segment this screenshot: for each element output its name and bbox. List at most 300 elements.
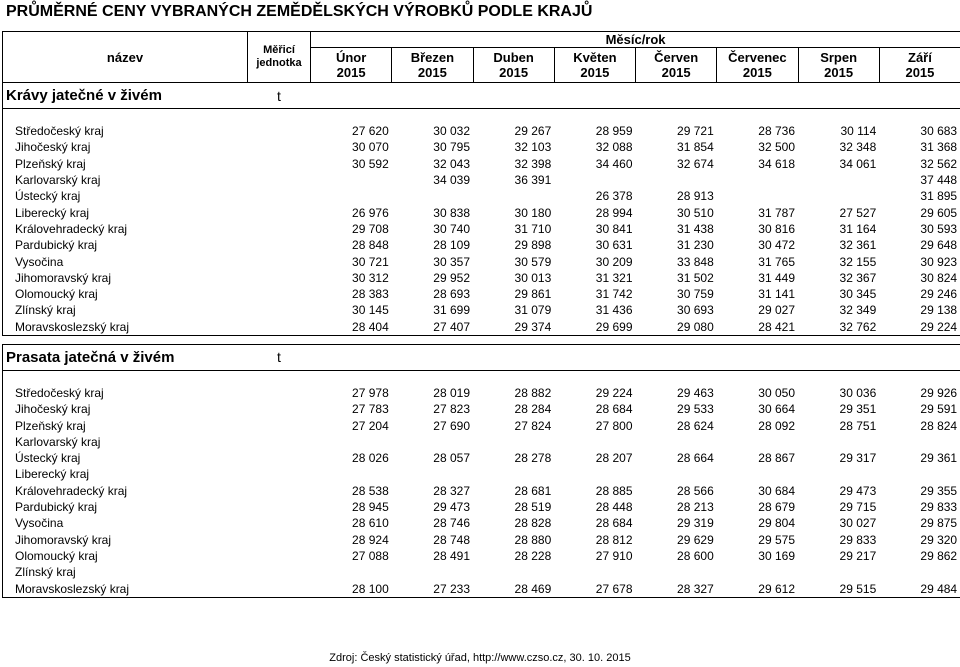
price-cell: 28 684 (595, 402, 633, 417)
column-header-month: Červenec (717, 48, 798, 66)
price-cell (879, 564, 960, 580)
price-cell: 32 155 (839, 254, 877, 269)
price-cell: 28 448 (595, 500, 633, 515)
price-cell: 32 562 (879, 156, 960, 172)
price-cell (636, 466, 717, 482)
table-row (3, 450, 960, 466)
price-cell: 31 079 (514, 303, 552, 318)
price-cell: 29 804 (758, 516, 795, 531)
price-cell: 28 624 (677, 418, 714, 433)
section-header-row (3, 83, 960, 109)
price-cell: 28 213 (677, 500, 714, 515)
unit-cell (248, 483, 311, 499)
price-cell: 28 664 (677, 451, 714, 466)
price-cell (392, 564, 473, 580)
price-cell: 29 217 (839, 548, 877, 563)
price-cell: 28 994 (595, 205, 633, 220)
price-cell: 29 138 (879, 302, 960, 318)
price-cell: 28 284 (514, 402, 552, 417)
unit-cell (248, 123, 311, 139)
price-cell: 28 748 (433, 532, 470, 547)
price-cell: 29 374 (473, 319, 554, 336)
price-cell (392, 188, 473, 204)
price-cell: 30 312 (352, 270, 389, 285)
unit-cell (248, 204, 311, 220)
price-cell: 28 228 (514, 548, 552, 563)
table-row (3, 172, 960, 188)
price-cell: 30 013 (514, 270, 552, 285)
price-cell: 28 610 (352, 516, 389, 531)
price-cell (717, 172, 798, 188)
column-header-year: 2015 (798, 65, 879, 83)
price-cell (717, 188, 798, 204)
price-cell: 29 320 (879, 532, 960, 548)
price-table (2, 31, 960, 598)
price-cell (311, 564, 392, 580)
price-cell: 28 684 (595, 516, 633, 531)
price-cell: 28 880 (514, 532, 552, 547)
region-name: Pardubický kraj (3, 237, 248, 253)
price-cell: 29 080 (636, 319, 717, 336)
unit-cell (248, 253, 311, 269)
price-cell: 29 473 (839, 483, 877, 498)
unit-cell (248, 580, 311, 597)
price-cell: 31 141 (758, 287, 795, 302)
price-cell: 31 742 (595, 287, 633, 302)
section-header-row (3, 344, 960, 370)
price-cell: 30 759 (677, 287, 714, 302)
price-cell: 32 500 (758, 140, 795, 155)
price-cell (798, 564, 879, 580)
price-cell: 28 327 (636, 580, 717, 597)
price-cell (473, 466, 554, 482)
table-row (3, 499, 960, 515)
section-gap (3, 109, 960, 124)
price-cell: 27 978 (352, 386, 389, 400)
price-cell: 34 618 (758, 156, 795, 171)
price-cell: 30 740 (433, 221, 470, 236)
price-cell: 27 204 (352, 418, 389, 433)
column-header-year: 2015 (392, 65, 473, 83)
column-header-year: 2015 (554, 65, 635, 83)
table-row (3, 319, 960, 336)
price-cell: 30 070 (352, 140, 389, 155)
price-cell: 34 061 (839, 156, 877, 171)
price-cell: 31 765 (758, 254, 795, 269)
table-row (3, 532, 960, 548)
region-name: Zlínský kraj (3, 564, 248, 580)
price-cell: 30 795 (433, 140, 470, 155)
table-row (3, 385, 960, 401)
price-cell: 29 926 (879, 385, 960, 401)
price-cell: 30 114 (840, 124, 877, 139)
table-row (3, 401, 960, 417)
price-cell: 29 463 (677, 386, 714, 400)
column-header-month: Duben (473, 48, 554, 66)
price-cell: 29 715 (839, 500, 877, 515)
price-cell: 28 519 (514, 500, 552, 515)
price-cell: 29 952 (433, 270, 470, 285)
price-cell: 30 592 (352, 156, 389, 171)
section-gap (3, 370, 960, 385)
price-cell (798, 188, 879, 204)
price-cell: 28 421 (717, 319, 798, 336)
price-cell: 31 436 (595, 303, 633, 318)
price-cell: 29 833 (879, 499, 960, 515)
region-name: Pardubický kraj (3, 499, 248, 515)
price-cell (554, 466, 635, 482)
table-row (3, 204, 960, 220)
price-cell: 26 378 (595, 189, 633, 204)
price-cell: 28 026 (352, 451, 389, 466)
table-row (3, 188, 960, 204)
price-cell: 28 019 (433, 386, 470, 400)
price-cell: 31 230 (677, 238, 714, 253)
price-cell (636, 564, 717, 580)
price-cell: 32 103 (514, 140, 552, 155)
region-name: Vysočina (3, 253, 248, 269)
price-cell (879, 434, 960, 450)
section-title: Prasata jatečná v živém (3, 344, 248, 370)
table-row (3, 123, 960, 139)
unit-cell (248, 532, 311, 548)
table-row (3, 515, 960, 531)
column-header-month: Březen (392, 48, 473, 66)
table-row (3, 580, 960, 597)
unit-cell (248, 401, 311, 417)
price-cell: 27 678 (554, 580, 635, 597)
price-cell: 31 787 (758, 205, 795, 220)
price-cell: 28 600 (677, 548, 714, 563)
price-cell: 32 674 (677, 156, 714, 171)
price-cell: 28 109 (433, 238, 470, 253)
price-cell: 28 848 (352, 238, 389, 253)
price-cell: 29 473 (433, 500, 470, 515)
price-cell: 30 169 (758, 548, 795, 563)
price-cell: 29 591 (879, 401, 960, 417)
price-cell: 28 491 (433, 548, 470, 563)
region-name: Jihočeský kraj (3, 139, 248, 155)
region-name: Moravskoslezský kraj (3, 319, 248, 336)
price-cell: 30 357 (433, 254, 470, 269)
price-cell: 31 164 (839, 221, 877, 236)
price-cell: 27 407 (392, 319, 473, 336)
price-cell: 28 383 (352, 287, 389, 302)
table-row (3, 221, 960, 237)
column-header-year: 2015 (473, 65, 554, 83)
price-cell (717, 466, 798, 482)
price-cell: 30 684 (758, 483, 795, 498)
unit-cell (248, 417, 311, 433)
unit-cell (248, 156, 311, 172)
price-cell: 28 824 (879, 417, 960, 433)
price-cell (554, 172, 635, 188)
price-cell (636, 434, 717, 450)
price-cell: 28 566 (677, 483, 714, 498)
price-cell (392, 466, 473, 482)
unit-cell (248, 139, 311, 155)
region-name: Olomoucký kraj (3, 548, 248, 564)
table-row (3, 466, 960, 482)
price-cell: 30 683 (879, 123, 960, 139)
region-name: Jihomoravský kraj (3, 270, 248, 286)
price-cell: 29 833 (839, 532, 877, 547)
price-cell: 28 327 (433, 483, 470, 498)
region-name: Zlínský kraj (3, 302, 248, 318)
unit-cell (248, 450, 311, 466)
unit-cell (248, 385, 311, 401)
price-cell: 30 824 (879, 270, 960, 286)
unit-cell (248, 564, 311, 580)
price-cell: 28 693 (433, 287, 470, 302)
price-cell: 30 032 (433, 124, 470, 139)
price-cell: 28 812 (595, 532, 633, 547)
region-name: Karlovarský kraj (3, 434, 248, 450)
price-cell: 27 824 (514, 418, 552, 433)
table-row (3, 139, 960, 155)
price-cell: 34 039 (433, 173, 470, 188)
region-name: Olomoucký kraj (3, 286, 248, 302)
price-cell: 32 762 (798, 319, 879, 336)
unit-cell (248, 466, 311, 482)
price-cell: 28 746 (433, 516, 470, 531)
unit-header-line1: Měřicí (263, 44, 295, 56)
region-name: Jihočeský kraj (3, 401, 248, 417)
price-cell: 30 345 (839, 287, 877, 302)
price-cell: 28 924 (352, 532, 389, 547)
price-cell: 27 527 (839, 205, 877, 220)
price-cell: 29 224 (879, 319, 960, 336)
section-unit: t (248, 83, 311, 109)
price-cell (311, 434, 392, 450)
price-cell: 30 472 (758, 238, 795, 253)
price-cell: 29 027 (758, 303, 795, 318)
price-cell: 29 533 (677, 402, 714, 417)
price-cell: 29 246 (879, 286, 960, 302)
price-cell: 27 800 (595, 418, 633, 433)
unit-cell (248, 270, 311, 286)
price-cell: 29 898 (514, 238, 552, 253)
unit-cell (248, 221, 311, 237)
price-cell (717, 434, 798, 450)
price-cell: 29 612 (717, 580, 798, 597)
region-name: Královehradecký kraj (3, 221, 248, 237)
column-header-month: Srpen (798, 48, 879, 66)
price-cell: 28 913 (677, 189, 714, 204)
region-name: Liberecký kraj (3, 204, 248, 220)
price-cell: 30 631 (595, 238, 633, 253)
price-cell: 29 361 (879, 450, 960, 466)
price-cell (473, 188, 554, 204)
price-cell: 31 895 (879, 188, 960, 204)
price-cell: 27 620 (352, 124, 389, 139)
price-cell: 27 690 (433, 418, 470, 433)
price-cell: 28 404 (311, 319, 392, 336)
price-cell: 30 841 (595, 221, 633, 236)
price-cell: 32 398 (514, 156, 552, 171)
column-header-year: 2015 (311, 65, 392, 83)
column-group-header: Měsíc/rok (311, 32, 960, 48)
column-header-year: 2015 (717, 65, 798, 83)
region-name: Středočeský kraj (3, 385, 248, 401)
price-cell: 31 854 (677, 140, 714, 155)
header-row-group (3, 32, 960, 48)
region-name: Plzeňský kraj (3, 417, 248, 433)
price-cell: 28 885 (595, 483, 633, 498)
column-header-unit (248, 32, 311, 83)
price-cell: 28 100 (311, 580, 392, 597)
price-cell: 28 538 (352, 483, 389, 498)
price-cell: 28 092 (758, 418, 795, 433)
price-cell: 29 861 (514, 287, 552, 302)
price-cell: 28 736 (758, 124, 795, 139)
price-cell: 27 783 (352, 402, 389, 417)
price-cell: 29 267 (514, 124, 552, 139)
price-cell (554, 564, 635, 580)
table-row (3, 302, 960, 318)
price-cell: 28 057 (433, 451, 470, 466)
price-cell: 29 484 (879, 580, 960, 597)
table-row (3, 286, 960, 302)
price-cell: 28 945 (352, 500, 389, 515)
unit-cell (248, 319, 311, 336)
price-cell: 29 862 (879, 548, 960, 564)
price-cell: 30 721 (352, 254, 389, 269)
price-cell: 31 438 (677, 221, 714, 236)
source-note: Zdroj: Český statistický úřad, http://www.czso.cz, 30. 10. 2015 (329, 652, 631, 664)
price-cell: 29 317 (839, 451, 877, 466)
unit-cell (248, 286, 311, 302)
table-row (3, 483, 960, 499)
unit-header-line2: jednotka (256, 57, 302, 69)
price-cell (798, 434, 879, 450)
price-cell: 30 209 (595, 254, 633, 269)
price-cell: 31 502 (677, 270, 714, 285)
unit-cell (248, 499, 311, 515)
price-cell: 37 448 (879, 172, 960, 188)
price-cell: 27 233 (392, 580, 473, 597)
price-cell: 30 664 (758, 402, 795, 417)
unit-cell (248, 237, 311, 253)
section-title: Krávy jatečné v živém (3, 83, 248, 109)
price-cell: 33 848 (677, 254, 714, 269)
price-cell: 27 823 (433, 402, 470, 417)
price-cell: 30 693 (677, 303, 714, 318)
price-cell: 32 349 (839, 303, 877, 318)
price-cell (798, 466, 879, 482)
price-cell: 28 679 (758, 500, 795, 515)
price-cell: 30 027 (839, 516, 877, 531)
table-row (3, 434, 960, 450)
region-name: Plzeňský kraj (3, 156, 248, 172)
price-cell: 31 321 (595, 270, 633, 285)
column-header-month: Květen (554, 48, 635, 66)
price-cell: 31 449 (758, 270, 795, 285)
price-cell: 30 050 (758, 386, 795, 400)
price-cell: 30 593 (879, 221, 960, 237)
price-cell: 27 910 (595, 548, 633, 563)
price-cell: 29 699 (554, 319, 635, 336)
price-cell: 32 348 (839, 140, 877, 155)
table-row (3, 564, 960, 580)
price-cell: 30 036 (839, 386, 877, 400)
region-name: Ústecký kraj (3, 450, 248, 466)
column-header-name: název (3, 32, 248, 83)
price-cell: 30 923 (879, 253, 960, 269)
region-name: Jihomoravský kraj (3, 532, 248, 548)
unit-cell (248, 302, 311, 318)
column-header-month: Únor (311, 48, 392, 66)
price-cell: 34 460 (595, 156, 633, 171)
price-cell: 28 681 (514, 483, 552, 498)
table-row (3, 417, 960, 433)
region-name: Středočeský kraj (3, 123, 248, 139)
section-unit: t (248, 344, 311, 370)
region-name: Moravskoslezský kraj (3, 580, 248, 597)
price-cell: 31 368 (879, 139, 960, 155)
price-cell: 31 710 (514, 221, 552, 236)
price-cell (473, 564, 554, 580)
price-cell (879, 466, 960, 482)
price-cell: 29 351 (839, 402, 877, 417)
price-cell: 29 721 (677, 124, 714, 139)
region-name: Ústecký kraj (3, 188, 248, 204)
price-cell: 30 579 (514, 254, 552, 269)
price-cell (554, 434, 635, 450)
price-cell: 28 751 (839, 418, 877, 433)
unit-cell (248, 172, 311, 188)
price-cell: 29 875 (879, 515, 960, 531)
price-cell (311, 466, 392, 482)
price-cell: 29 319 (677, 516, 714, 531)
price-cell: 28 882 (514, 386, 552, 400)
price-cell: 29 708 (352, 221, 389, 236)
region-name: Královehradecký kraj (3, 483, 248, 499)
price-cell: 29 575 (758, 532, 795, 547)
price-cell: 26 976 (352, 205, 389, 220)
region-name: Karlovarský kraj (3, 172, 248, 188)
price-cell: 28 469 (473, 580, 554, 597)
price-cell: 28 867 (758, 451, 795, 466)
price-cell: 28 828 (514, 516, 552, 531)
price-cell (311, 188, 392, 204)
price-cell (636, 172, 717, 188)
price-cell: 29 355 (879, 483, 960, 499)
column-header-month: Září (879, 48, 960, 66)
price-cell: 30 145 (352, 303, 389, 318)
price-cell: 30 510 (677, 205, 714, 220)
section-spacer (3, 335, 960, 344)
price-cell: 32 367 (839, 270, 877, 285)
price-cell: 28 207 (595, 451, 633, 466)
region-name: Vysočina (3, 515, 248, 531)
unit-cell (248, 548, 311, 564)
price-cell: 32 043 (433, 156, 470, 171)
price-cell: 32 088 (595, 140, 633, 155)
unit-cell (248, 188, 311, 204)
price-cell: 28 959 (595, 124, 633, 139)
price-cell (311, 172, 392, 188)
price-cell: 29 605 (879, 204, 960, 220)
column-header-month: Červen (636, 48, 717, 66)
table-row (3, 237, 960, 253)
price-cell: 27 088 (352, 548, 389, 563)
price-cell: 32 361 (839, 238, 877, 253)
price-cell (798, 172, 879, 188)
price-cell: 30 180 (514, 205, 552, 220)
price-cell (717, 564, 798, 580)
table-row (3, 548, 960, 564)
